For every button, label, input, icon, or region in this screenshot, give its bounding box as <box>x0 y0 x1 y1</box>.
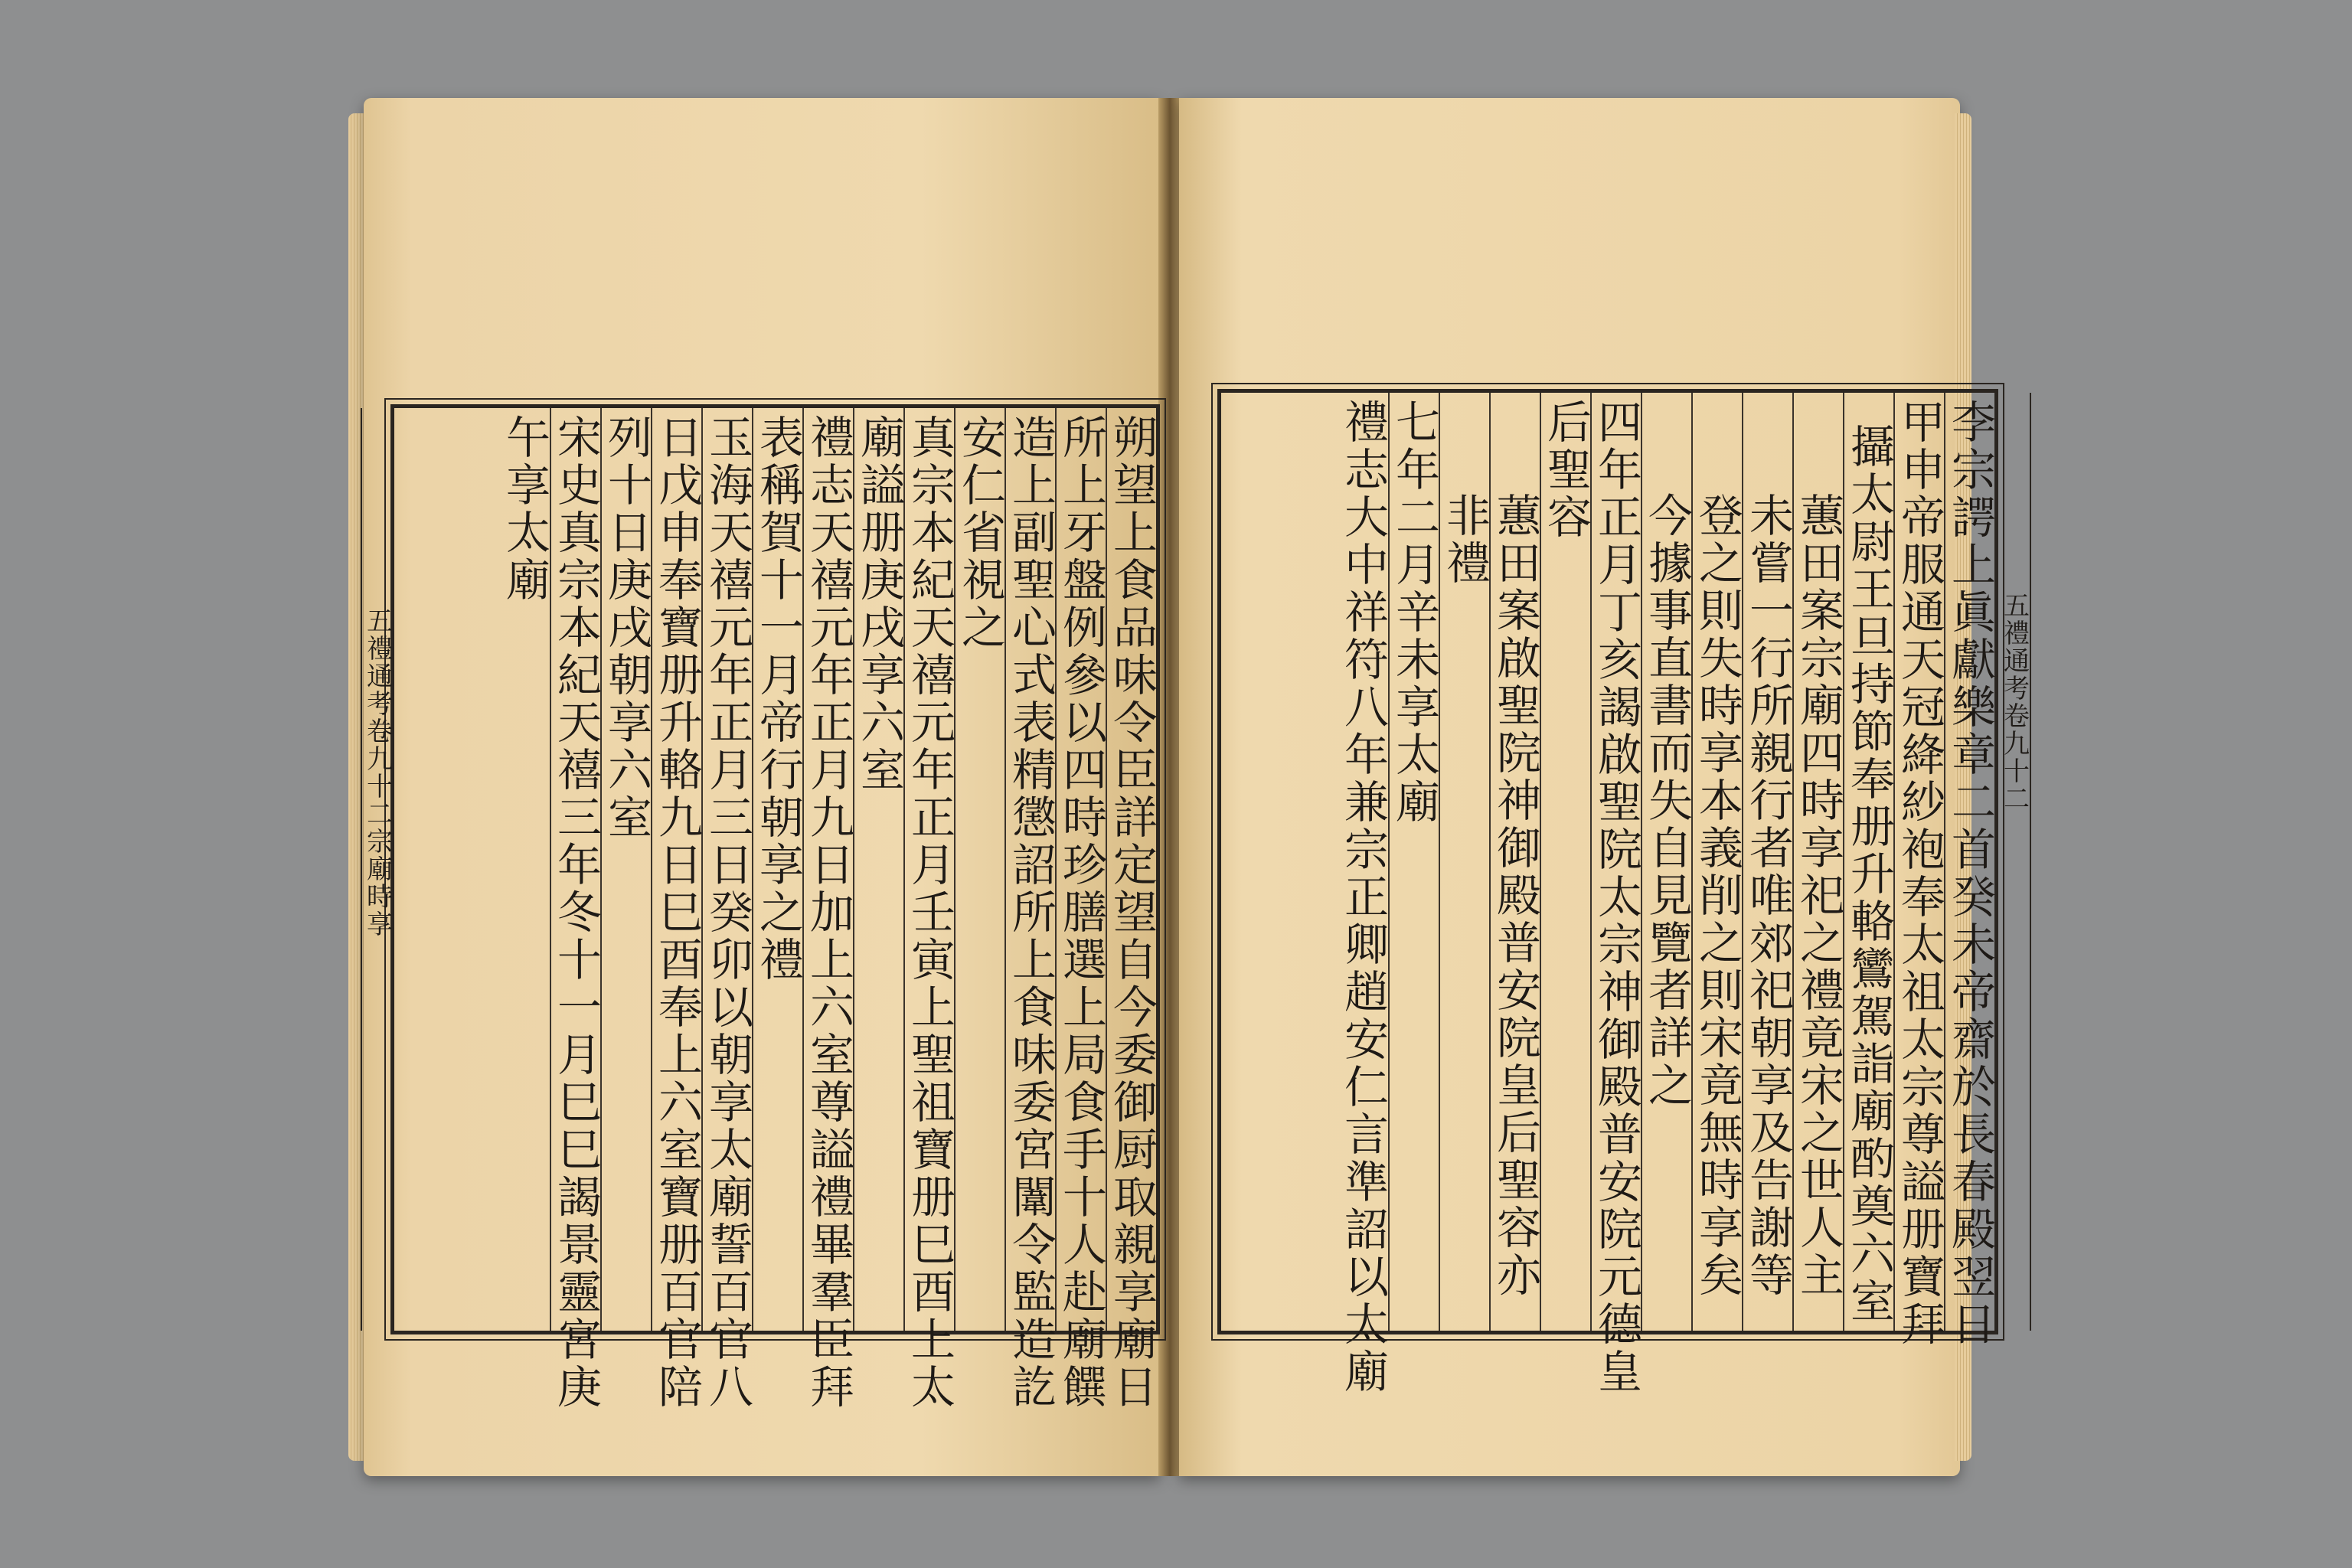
text-column: 七年二月辛未享太廟 <box>1388 393 1439 1331</box>
text-column: 安仁省視之 <box>954 408 1004 1331</box>
text-column: 禮志大中祥符八年兼宗正卿趙安仁言準詔以太廟 <box>1337 399 1389 1396</box>
text-column: 午享太廟 <box>498 414 550 604</box>
text-column: 甲申帝服通天冠絳紗袍奉太祖太宗尊謚册寶拜 <box>1893 393 1944 1331</box>
left-page-banxin <box>361 408 393 1331</box>
text-column: 登之則失時享本義削之則宋竟無時享矣 <box>1691 393 1742 1331</box>
text-column: 列十日庚戌朝享六室 <box>600 408 651 1331</box>
left-banxin-title: 五禮通考卷九十二宗廟時享 <box>361 607 393 938</box>
text-column: 宋史真宗本紀天禧三年冬十一月巳巳謁景靈宮庚 <box>550 408 600 1331</box>
text-column: 廟謚册庚戌享六室 <box>853 408 903 1331</box>
text-column: 蕙田案宗廟四時享祀之禮竟宋之世人主 <box>1792 393 1843 1331</box>
text-column: 禮志天禧元年正月九日加上六室尊謚禮畢羣臣拜 <box>802 408 853 1331</box>
right-page-banxin <box>1999 393 2031 1331</box>
text-column: 攝太尉王旦持節奉册升輅鸞駕詣廟酌奠六室 <box>1843 393 1893 1331</box>
text-column: 所上牙盤例參以四時珍膳選上局食手十人赴廟饌 <box>1055 408 1106 1331</box>
text-column: 未嘗一行所親行者唯郊祀朝享及告謝等 <box>1742 393 1792 1331</box>
right-banxin-title: 五禮通考卷九十二 <box>1998 592 2030 812</box>
text-column: 后聖容 <box>1540 393 1590 1331</box>
text-column: 造上副聖心式表精懲詔所上食味委宮闈令監造訖 <box>1004 408 1055 1331</box>
book-gutter <box>1158 98 1181 1476</box>
right-page-columns <box>1221 393 1996 1396</box>
text-column: 真宗本紀天禧元年正月壬寅上聖祖寶册巳酉上太 <box>903 408 954 1331</box>
text-column: 日戊申奉寶册升輅九日巳酉奉上六室寶册百官陪 <box>651 408 701 1331</box>
right-page-text-frame <box>1217 389 2030 1396</box>
text-column: 表稱賀十一月帝行朝享之禮 <box>752 408 802 1331</box>
text-column: 非禮 <box>1439 393 1489 1331</box>
text-column: 玉海天禧元年正月三日癸卯以朝享太廟誓百官八 <box>701 408 752 1331</box>
text-column: 四年正月丁亥謁啟聖院太宗神御殿普安院元德皇 <box>1590 393 1641 1331</box>
left-page-text-frame <box>361 404 1160 1411</box>
text-column: 李宗諤上眞獻樂章二首癸未帝齋於長春殿翌日 <box>1944 393 1994 1331</box>
text-column: 朔望上食品味令臣詳定望自今委御厨取親享廟日 <box>1106 408 1156 1331</box>
text-column: 今據事直書而失自見覽者詳之 <box>1641 393 1691 1331</box>
left-page-columns <box>394 408 1158 1411</box>
text-column: 蕙田案啟聖院神御殿普安院皇后聖容亦 <box>1489 393 1540 1331</box>
